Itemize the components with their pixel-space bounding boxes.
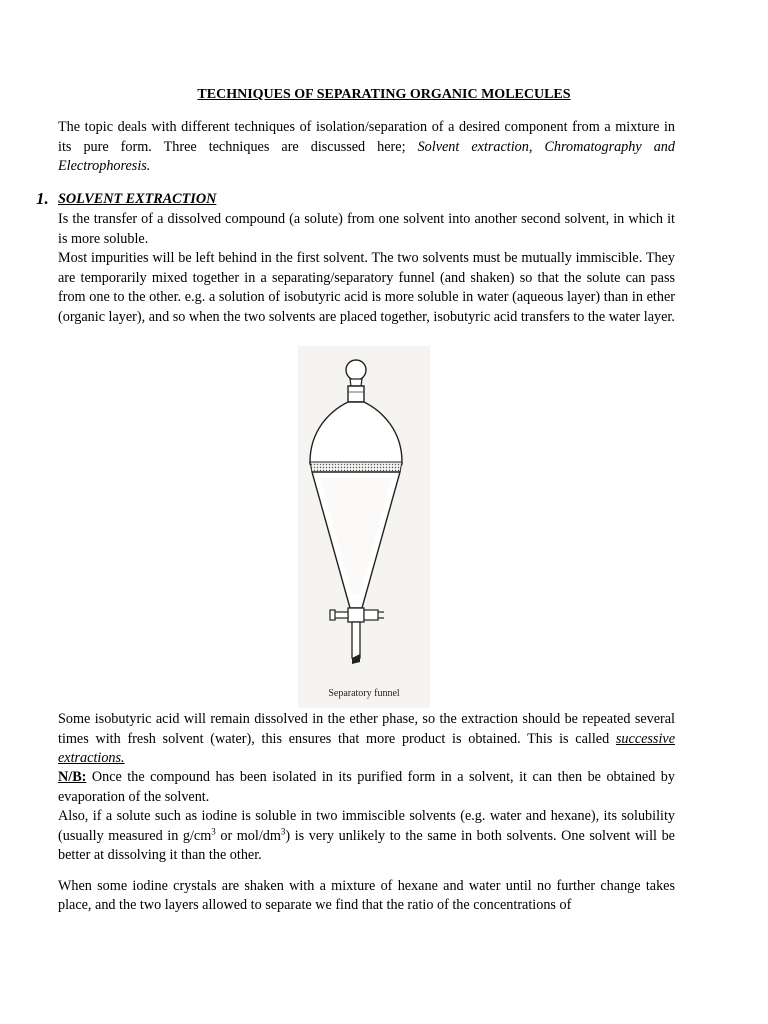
explanation-paragraph: Most impurities will be left behind in the first solvent. The two solvents must be mutually immiscible. They are temporarily mixed together in a separating/separatory funnel (and shaken) so that the solute can pass from one to the other. e.g. a solution of isobutyric acid is more soluble in water (aqueous layer) than in ether (organic layer), and so when the two solvents are placed together, isobutyric acid transfers to the water layer. xyxy=(58,250,675,325)
intro-paragraph xyxy=(58,118,675,177)
intro-techniques: Solvent extraction, Chromatography and Electrophoresis. xyxy=(58,138,675,175)
successive-extractions-term: successive extractions. xyxy=(58,730,675,767)
solubility-text-b: or mol/dm xyxy=(215,827,281,844)
solubility-paragraph xyxy=(58,807,675,866)
nb-paragraph xyxy=(58,768,675,807)
solubility-text-a: Also, if a solute such as iodine is soluble in two immiscible solvents (e.g. water and hexane), its solubility (usually measured in g/cm xyxy=(58,808,675,844)
section-heading: SOLVENT EXTRACTION xyxy=(58,191,217,207)
repeat-extraction-text: Some isobutyric acid will remain dissolved in the ether phase, so the extraction should be repeated several times with fresh solvent (water), this ensures that more product is obtained. This is called xyxy=(58,711,675,747)
unit-superscript-2: 3 xyxy=(280,825,286,836)
unit-superscript-1: 3 xyxy=(211,825,216,836)
iodine-paragraph: When some iodine crystals are shaken with a mixture of hexane and water until no further change takes place, and the two layers allowed to separate we find that the ratio of the concentrations of xyxy=(58,878,675,913)
separatory-funnel-illustration xyxy=(298,346,430,686)
separatory-funnel-figure xyxy=(298,346,430,708)
successive-extractions-paragraph xyxy=(58,710,675,769)
definition-paragraph: Is the transfer of a dissolved compound (a solute) from one solvent into another second solvent, in which it is more soluble. xyxy=(58,211,675,247)
solubility-text-c: ) is very unlikely to the same in both solvents. One solvent will be better at dissolving it than the other. xyxy=(58,827,675,864)
intro-text: The topic deals with different techniques of isolation/separation of a desired component from a mixture in its pure form. Three techniques are discussed here; xyxy=(58,119,675,155)
section-number: 1. xyxy=(36,189,49,208)
section-paragraphs xyxy=(58,210,675,328)
figure-caption: Separatory funnel xyxy=(328,688,400,699)
nb-text: Once the compound has been isolated in its purified form in a solvent, it can then be obtained by evaporation of the solvent. xyxy=(58,769,675,805)
nb-label: N/B: xyxy=(58,769,87,785)
document-title: TECHNIQUES OF SEPARATING ORGANIC MOLECULES xyxy=(197,87,571,102)
